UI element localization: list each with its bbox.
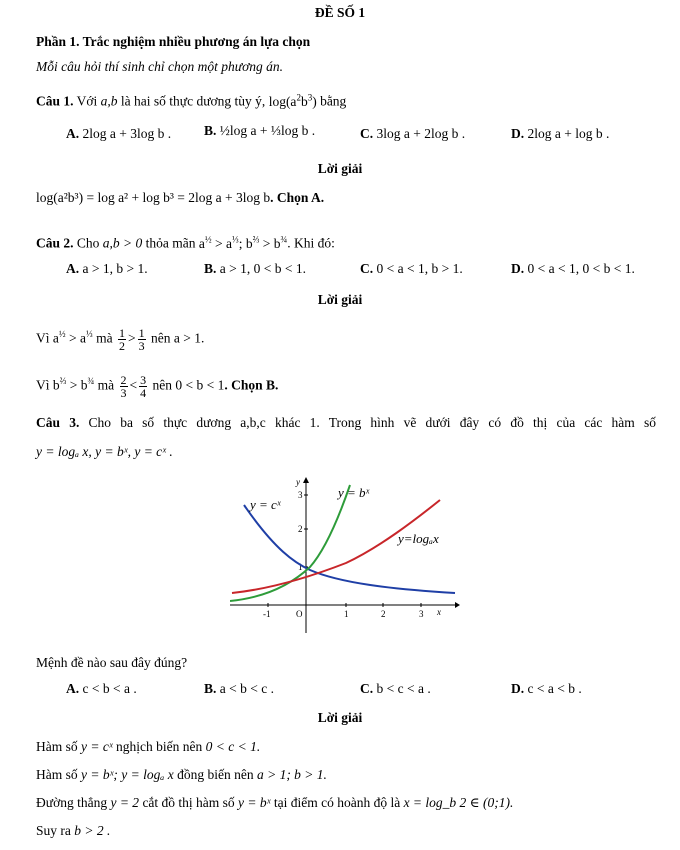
q3-label: Câu 3.	[36, 415, 80, 430]
q1-option-c[interactable]: C. 3log a + 2log b .	[360, 126, 466, 141]
q3-option-b[interactable]: B. a < b < c .	[204, 681, 274, 696]
q1-label: Câu 1.	[36, 93, 74, 109]
label-c-pow-x: y = cˣ	[250, 497, 281, 512]
q1-option-a[interactable]: A. 2log a + 3log b .	[66, 126, 172, 141]
q1-expr: $\log(a^2b^3)$	[268, 92, 317, 109]
q3-solution-line4: Suy ra b > 2 .	[36, 823, 111, 838]
q1-solution-heading: Lời giải	[317, 161, 363, 176]
q2-solution-heading: Lời giải	[317, 292, 363, 307]
part1-instruction: Mỗi câu hỏi thí sinh chỉ chọn một phương án.	[36, 59, 284, 74]
q3-solution-line1: Hàm số y = cˣ nghịch biến nên 0 < c < 1.	[36, 739, 261, 754]
q3-solution-heading: Lời giải	[317, 710, 363, 725]
x-tick-2: 2	[381, 609, 386, 619]
x-tick-3: 3	[419, 609, 424, 619]
x-tick-1: 1	[344, 609, 349, 619]
q2-option-d[interactable]: D. 0 < a < 1, 0 < b < 1.	[511, 261, 635, 276]
x-axis-label: x	[437, 607, 441, 617]
q3-stem: Câu 3. Cho ba số thực dương a,b,c khác 1. Trong hình vẽ dưới đây có đồ thị của các hàm số	[36, 415, 656, 430]
exam-title: ĐỀ SỐ 1	[314, 5, 366, 20]
q3-question: Mệnh đề nào sau đây đúng?	[36, 655, 188, 670]
y-tick-1: 1	[298, 562, 303, 572]
q3-option-d[interactable]: D. c < a < b .	[511, 681, 582, 696]
q2-cond-expr: $a^{\frac{1}{2}} > a^{\frac{1}{3}}$; $b^{\frac{2}{3}} > b^{\frac{3}{4}}$	[198, 234, 288, 251]
q2-solution-line2: Vì $b^{\frac{2}{3}} > b^{\frac{3}{4}}$ mà $\frac{2}{3}$ < $\frac{3}{4}$ nên 0 < b < 1. Chọn B.	[36, 372, 279, 400]
q2-solution-line1: Vì $a^{\frac{1}{2}} > a^{\frac{1}{3}}$ mà $\frac{1}{2}$ > $\frac{1}{3}$ nên a > 1.	[36, 325, 205, 353]
q2-stem: Câu 2. Cho a,b > 0 thỏa mãn $a^{\frac{1}{2}} > a^{\frac{1}{3}}$; $b^{\frac{2}{3}} > b^{\frac{3}{4}}$. Khi đó:	[36, 234, 335, 251]
q2-option-a[interactable]: A. a > 1, b > 1.	[66, 261, 148, 276]
q3-graph	[230, 475, 460, 635]
q1-stem: Câu 1. Với a,b là hai số thực dương tùy ý, $\log(a^2b^3)$ bằng	[36, 92, 347, 109]
y-axis-label: y	[296, 477, 300, 487]
q2-option-c[interactable]: C. 0 < a < 1, b > 1.	[360, 261, 463, 276]
y-tick-3: 3	[298, 490, 303, 500]
y-tick-2: 2	[298, 524, 303, 534]
curve-b-pow-x	[230, 485, 350, 601]
part1-heading: Phần 1. Trắc nghiệm nhiều phương án lựa chọn	[36, 34, 311, 49]
q3-solution-line3: Đường thẳng y = 2 cắt đồ thị hàm số y = bˣ tại điểm có hoành độ là x = log_b 2 ∈ (0;1).	[36, 795, 514, 810]
q1-option-d[interactable]: D. 2log a + log b .	[511, 126, 610, 141]
origin-label: O	[296, 609, 303, 619]
label-log-a-x: y=logₐx	[398, 531, 439, 546]
q3-solution-line2: Hàm số y = bˣ; y = logₐ x đồng biến nên a > 1; b > 1.	[36, 767, 327, 782]
curve-c-pow-x	[244, 505, 455, 593]
q1-option-b[interactable]: B. ½log a + ⅓log b .	[204, 123, 316, 138]
q2-option-b[interactable]: B. a > 1, 0 < b < 1.	[204, 261, 306, 276]
q3-functions: y = logₐ x, y = bˣ, y = cˣ .	[36, 444, 173, 459]
label-b-pow-x: y = bˣ	[338, 485, 370, 500]
q3-option-c[interactable]: C. b < c < a .	[360, 681, 431, 696]
q3-option-a[interactable]: A. c < b < a .	[66, 681, 137, 696]
x-tick-neg1: -1	[263, 609, 271, 619]
q1-solution: log(a²b³) = log a² + log b³ = 2log a + 3log b. Chọn A.	[36, 190, 325, 205]
q2-label: Câu 2.	[36, 235, 74, 251]
